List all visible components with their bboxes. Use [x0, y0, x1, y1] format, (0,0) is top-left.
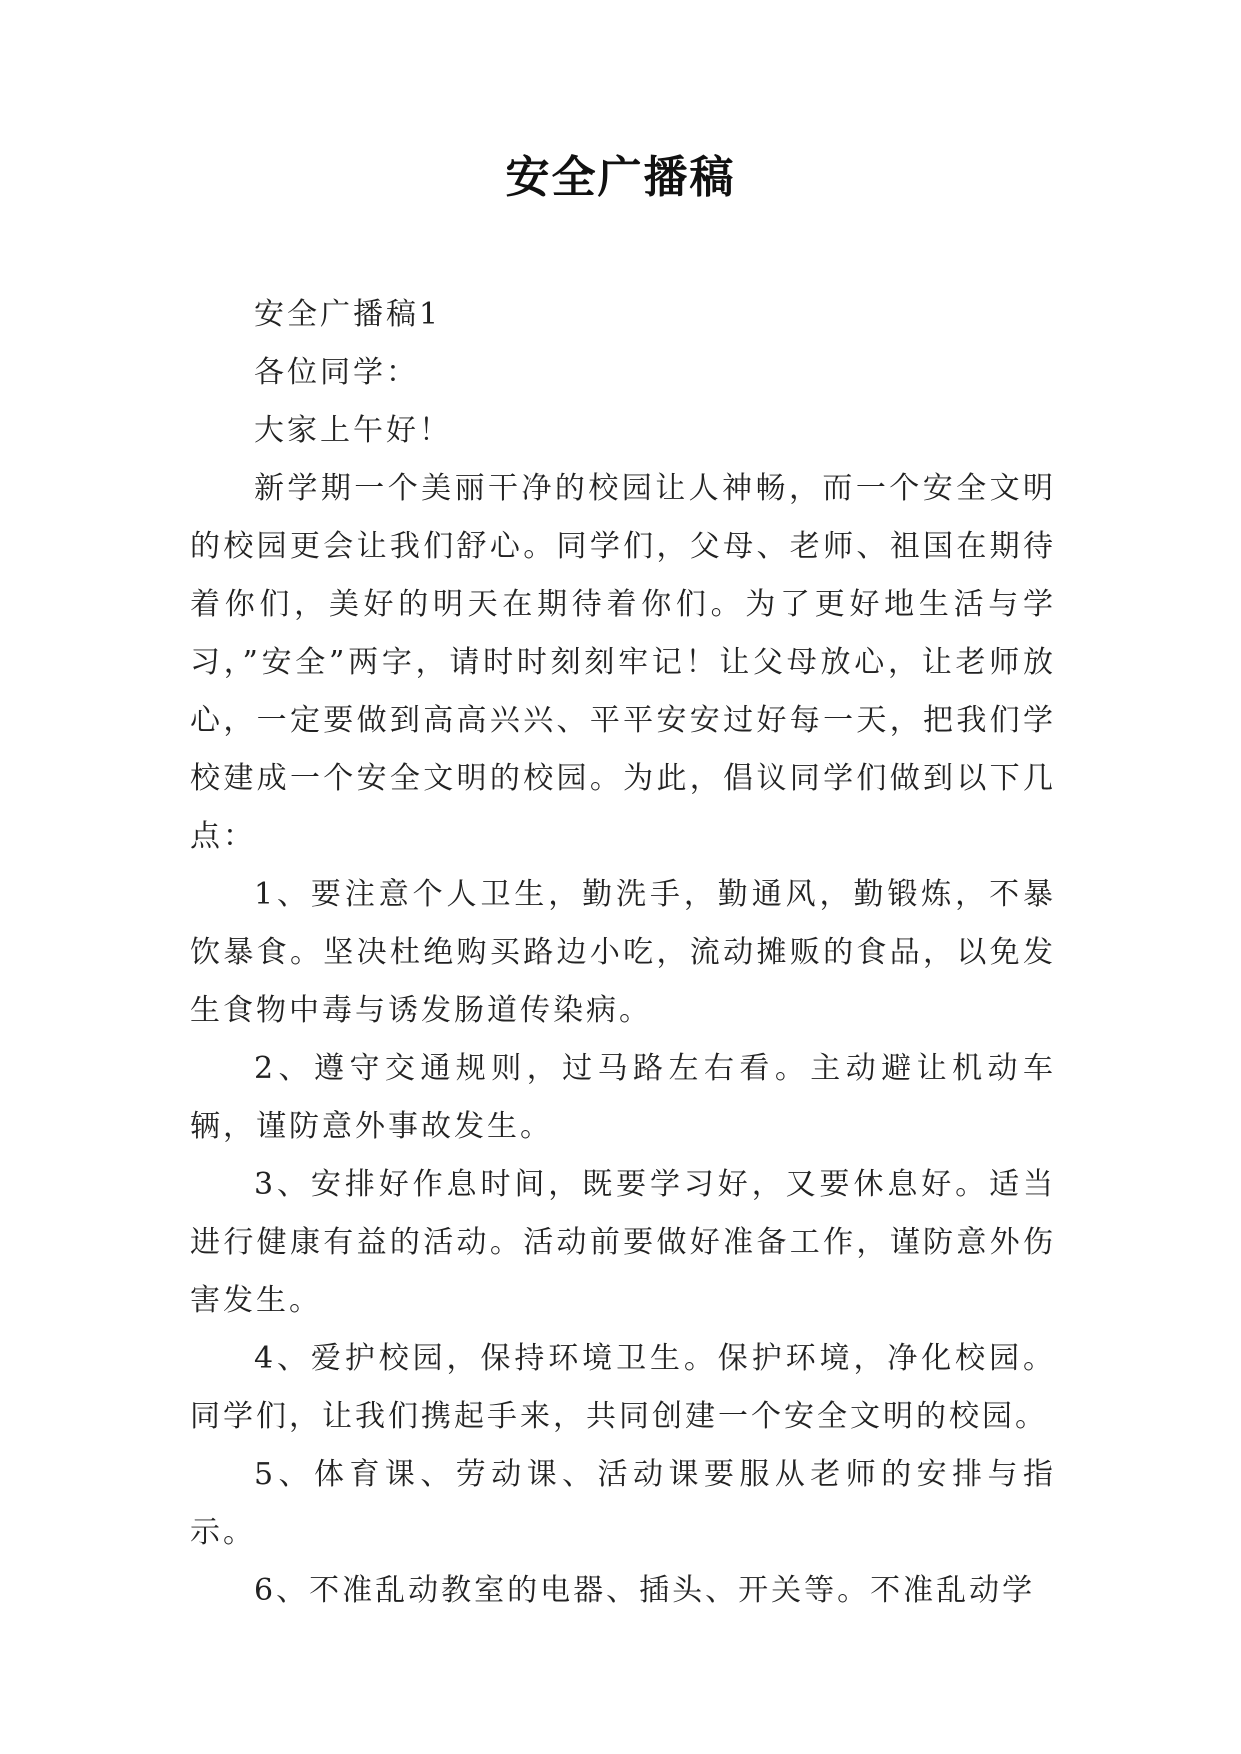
- heading-line: 安全广播稿1: [254, 297, 442, 332]
- item-5-paragraph: 5、体育课、劳动课、活动课要服从老师的安排与指示。: [190, 1457, 1056, 1550]
- document-body: [190, 286, 1056, 1620]
- intro-paragraph: 新学期一个美丽干净的校园让人神畅，而一个安全文明的校园更会让我们舒心。同学们，父母、老师、祖国在期待着你们，美好的明天在期待着你们。为了更好地生活与学习，”安全”两字，请时时刻刻牢记！让父母放心，让老师放心，一定要做到高高兴兴、平平安安过好每一天，把我们学校建成一个安全文明的校园。为此，倡议同学们做到以下几点：: [190, 471, 1056, 854]
- item-2-paragraph: 2、遵守交通规则，过马路左右看。主动避让机动车辆，谨防意外事故发生。: [190, 1051, 1056, 1144]
- item-4-paragraph: 4、爱护校园，保持环境卫生。保护环境，净化校园。同学们，让我们携起手来，共同创建一个安全文明的校园。: [190, 1341, 1056, 1434]
- item-6-paragraph: 6、不准乱动教室的电器、插头、开关等。不准乱动学: [254, 1573, 1036, 1608]
- document-title: 安全广播稿: [505, 152, 736, 203]
- salutation: 各位同学：: [254, 355, 419, 390]
- item-3-paragraph: 3、安排好作息时间，既要学习好，又要休息好。适当进行健康有益的活动。活动前要做好准备工作，谨防意外伤害发生。: [190, 1167, 1056, 1318]
- greeting: 大家上午好！: [254, 413, 452, 448]
- item-1-paragraph: 1、要注意个人卫生，勤洗手，勤通风，勤锻炼，不暴饮暴食。坚决杜绝购买路边小吃，流动摊贩的食品，以免发生食物中毒与诱发肠道传染病。: [190, 877, 1056, 1028]
